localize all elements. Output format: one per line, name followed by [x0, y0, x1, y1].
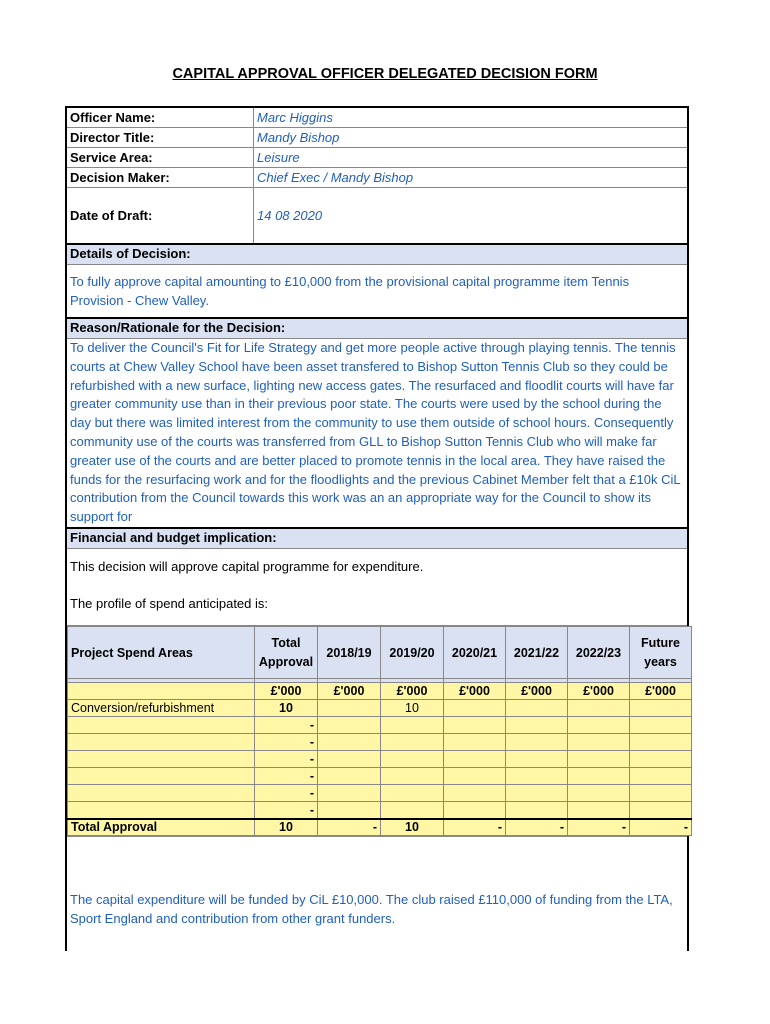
row-cell[interactable]: [318, 751, 381, 768]
date-value[interactable]: 14 08 2020: [257, 208, 323, 223]
row-cell[interactable]: [630, 802, 692, 819]
details-text[interactable]: To fully approve capital amounting to £10,000 from the provisional capital programme item Tennis Provision - Chew Valley.: [70, 274, 630, 308]
funding-block: [67, 836, 687, 951]
row-cell[interactable]: [630, 768, 692, 785]
row-cell[interactable]: [568, 802, 630, 819]
row-cell[interactable]: [444, 768, 506, 785]
row-cell[interactable]: [506, 700, 568, 717]
row-cell[interactable]: [318, 802, 381, 819]
service-area-label: Service Area:: [67, 148, 254, 167]
financial-heading: Financial and budget implication:: [67, 527, 687, 549]
table-row: [68, 785, 692, 802]
row-cell[interactable]: [444, 700, 506, 717]
row-cell[interactable]: [381, 785, 444, 802]
row-cell[interactable]: [568, 734, 630, 751]
row-cell[interactable]: [506, 802, 568, 819]
row-cell[interactable]: [381, 802, 444, 819]
header-total-approval: Total Approval: [255, 627, 318, 679]
unit-cell: £'000: [506, 683, 568, 700]
row-cell[interactable]: [506, 734, 568, 751]
row-cell[interactable]: [568, 717, 630, 734]
row-cell[interactable]: [444, 802, 506, 819]
row-cell[interactable]: [568, 751, 630, 768]
row-label[interactable]: [68, 734, 255, 751]
officer-details-box: [65, 106, 689, 951]
row-label[interactable]: Conversion/refurbishment: [68, 700, 255, 717]
row-cell[interactable]: [318, 785, 381, 802]
total-row: [68, 819, 692, 836]
total-2018-19: -: [318, 819, 381, 836]
row-total: -: [255, 751, 318, 768]
spend-table: [67, 626, 692, 836]
date-label: Date of Draft:: [67, 188, 254, 243]
row-cell[interactable]: [630, 734, 692, 751]
row-total: -: [255, 717, 318, 734]
financial-line-1: This decision will approve capital programme for expenditure.: [70, 559, 424, 574]
decision-maker-value[interactable]: Chief Exec / Mandy Bishop: [257, 170, 414, 185]
unit-cell: £'000: [444, 683, 506, 700]
total-future: -: [630, 819, 692, 836]
funding-text[interactable]: The capital expenditure will be funded by CiL £10,000. The club raised £110,000 of funding from the LTA, Sport England and contribution from other grant funders.: [70, 892, 673, 926]
decision-form: [65, 106, 689, 951]
unit-cell: £'000: [318, 683, 381, 700]
spend-header-row: [68, 627, 692, 679]
unit-cell: £'000: [255, 683, 318, 700]
director-label: Director Title:: [67, 128, 254, 147]
row-cell[interactable]: [630, 717, 692, 734]
unit-cell: £'000: [381, 683, 444, 700]
row-cell[interactable]: [506, 785, 568, 802]
row-cell[interactable]: [568, 700, 630, 717]
details-heading: Details of Decision:: [67, 243, 687, 265]
row-label[interactable]: [68, 768, 255, 785]
row-cell[interactable]: [506, 717, 568, 734]
row-cell[interactable]: [506, 751, 568, 768]
row-cell[interactable]: [568, 768, 630, 785]
table-row: [68, 751, 692, 768]
row-total: -: [255, 768, 318, 785]
row-cell[interactable]: [630, 751, 692, 768]
date-row: [67, 188, 687, 243]
row-cell[interactable]: [568, 785, 630, 802]
unit-cell: £'000: [630, 683, 692, 700]
row-total: 10: [255, 700, 318, 717]
total-2022-23: -: [568, 819, 630, 836]
financial-block: [67, 549, 687, 626]
header-future-years: Future years: [630, 627, 692, 679]
director-row: [67, 128, 687, 148]
total-label: Total Approval: [68, 819, 255, 836]
row-label[interactable]: [68, 751, 255, 768]
header-2019-20: 2019/20: [381, 627, 444, 679]
row-cell[interactable]: [381, 751, 444, 768]
unit-cell: £'000: [568, 683, 630, 700]
total-2019-20: 10: [381, 819, 444, 836]
financial-line-2: The profile of spend anticipated is:: [70, 596, 269, 611]
row-label[interactable]: [68, 802, 255, 819]
row-cell[interactable]: [444, 734, 506, 751]
row-cell-2019-20[interactable]: 10: [381, 700, 444, 717]
row-cell[interactable]: [444, 717, 506, 734]
row-total: -: [255, 785, 318, 802]
table-row: [68, 717, 692, 734]
table-row: [68, 768, 692, 785]
row-cell[interactable]: [318, 700, 381, 717]
row-label[interactable]: [68, 717, 255, 734]
table-row: [68, 734, 692, 751]
row-cell[interactable]: [381, 734, 444, 751]
total-2021-22: -: [506, 819, 568, 836]
form-title: CAPITAL APPROVAL OFFICER DELEGATED DECISION FORM: [172, 66, 598, 82]
header-2021-22: 2021/22: [506, 627, 568, 679]
unit-label-cell: [68, 683, 255, 700]
table-row: [68, 700, 692, 717]
reason-heading: Reason/Rationale for the Decision:: [67, 317, 687, 339]
row-cell[interactable]: [506, 768, 568, 785]
director-value[interactable]: Mandy Bishop: [257, 130, 340, 145]
row-cell[interactable]: [318, 717, 381, 734]
reason-text[interactable]: To deliver the Council's Fit for Life Strategy and get more people active through playing tennis. The tennis courts at Chew Valley School have been asset transfered to Bishop Sutton Tennis Club so they could be refurbished with a new surface, lighting new access gates. The resurfaced and floodlit courts will have far greater community use than in their previous poor state. The courts were used by the school during the day but there was limited interest from the community to use them outside of school hours. Consequently community use of the courts was transferred from GLL to Bishop Sutton Tennis Club who will make far greater use of the courts and are better placed to promote tennis in the local area. They have raised the funds for the resurfacing work and for the floodlights and the previous Cabinet Member felt that a £10k CiL contribution from the Council towards this work was an an appropriate way for the Council to show its support for: [70, 340, 681, 525]
total-2020-21: -: [444, 819, 506, 836]
header-2020-21: 2020/21: [444, 627, 506, 679]
header-2022-23: 2022/23: [568, 627, 630, 679]
table-row: [68, 802, 692, 819]
row-cell[interactable]: [444, 785, 506, 802]
officer-name-label: Officer Name:: [67, 108, 254, 127]
officer-name-value[interactable]: Marc Higgins: [257, 110, 333, 125]
row-cell[interactable]: [381, 768, 444, 785]
row-cell[interactable]: [444, 751, 506, 768]
unit-row: [68, 683, 692, 700]
row-cell[interactable]: [630, 785, 692, 802]
row-cell[interactable]: [630, 700, 692, 717]
service-area-row: [67, 148, 687, 168]
officer-name-row: [67, 108, 687, 128]
row-total: -: [255, 802, 318, 819]
row-total: -: [255, 734, 318, 751]
total-total: 10: [255, 819, 318, 836]
header-2018-19: 2018/19: [318, 627, 381, 679]
row-label[interactable]: [68, 785, 255, 802]
row-cell[interactable]: [318, 734, 381, 751]
service-area-value[interactable]: Leisure: [257, 150, 300, 165]
row-cell[interactable]: [318, 768, 381, 785]
decision-maker-label: Decision Maker:: [67, 168, 254, 187]
row-cell[interactable]: [381, 717, 444, 734]
header-project-spend-areas: Project Spend Areas: [68, 627, 255, 679]
decision-maker-row: [67, 168, 687, 188]
